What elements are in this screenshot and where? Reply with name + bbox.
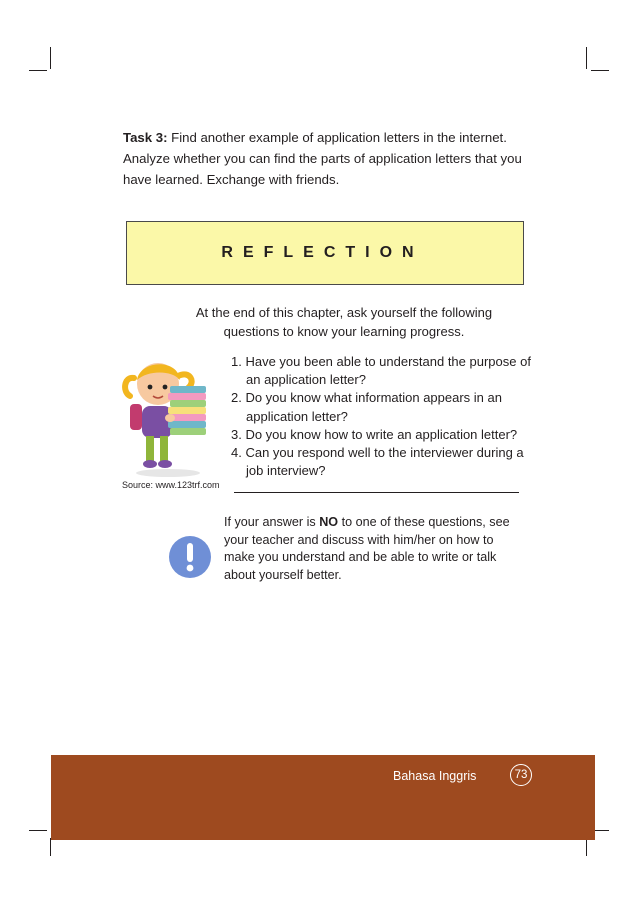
task-text: Find another example of application letters in the internet. Analyze whether you can find the parts of application letters that you have learned. Exchange with friends. bbox=[123, 130, 522, 187]
note-emphasis: NO bbox=[319, 515, 339, 529]
image-source-caption: Source: www.123trf.com bbox=[122, 480, 220, 490]
question-item: 4. Can you respond well to the interviewer during a job interview? bbox=[231, 445, 524, 479]
book-title: Bahasa Inggris bbox=[393, 769, 477, 783]
crop-mark bbox=[50, 47, 51, 69]
task-label: Task 3: bbox=[123, 130, 168, 145]
question-item: 3. Do you know how to write an application letter? bbox=[231, 426, 518, 442]
crop-mark bbox=[29, 70, 47, 71]
reflection-intro: At the end of this chapter, ask yourself the following questions to know your learning progress. bbox=[195, 305, 493, 339]
girl-with-books-illustration bbox=[120, 356, 220, 478]
crop-mark bbox=[591, 70, 609, 71]
task-instruction bbox=[123, 127, 543, 190]
reflection-banner bbox=[126, 221, 524, 285]
crop-mark bbox=[50, 838, 51, 856]
question-item: 2. Do you know what information appears in an application letter? bbox=[231, 390, 502, 424]
advice-note bbox=[224, 514, 524, 584]
reflection-title: REFLECTION bbox=[221, 244, 424, 261]
page-number: 73 bbox=[510, 764, 532, 786]
crop-mark bbox=[586, 47, 587, 69]
note-text-after: to one of these questions, see your teacher and discuss with him/her on how to make you understand and be able to write or talk about yourself better. bbox=[224, 515, 510, 582]
reflection-questions bbox=[231, 353, 531, 480]
crop-mark bbox=[29, 830, 47, 831]
question-item: 1. Have you been able to understand the purpose of an application letter? bbox=[231, 354, 531, 388]
divider-line bbox=[234, 492, 519, 493]
note-text-before: If your answer is bbox=[224, 515, 320, 529]
exclamation-icon bbox=[168, 535, 212, 579]
crop-mark bbox=[586, 838, 587, 856]
